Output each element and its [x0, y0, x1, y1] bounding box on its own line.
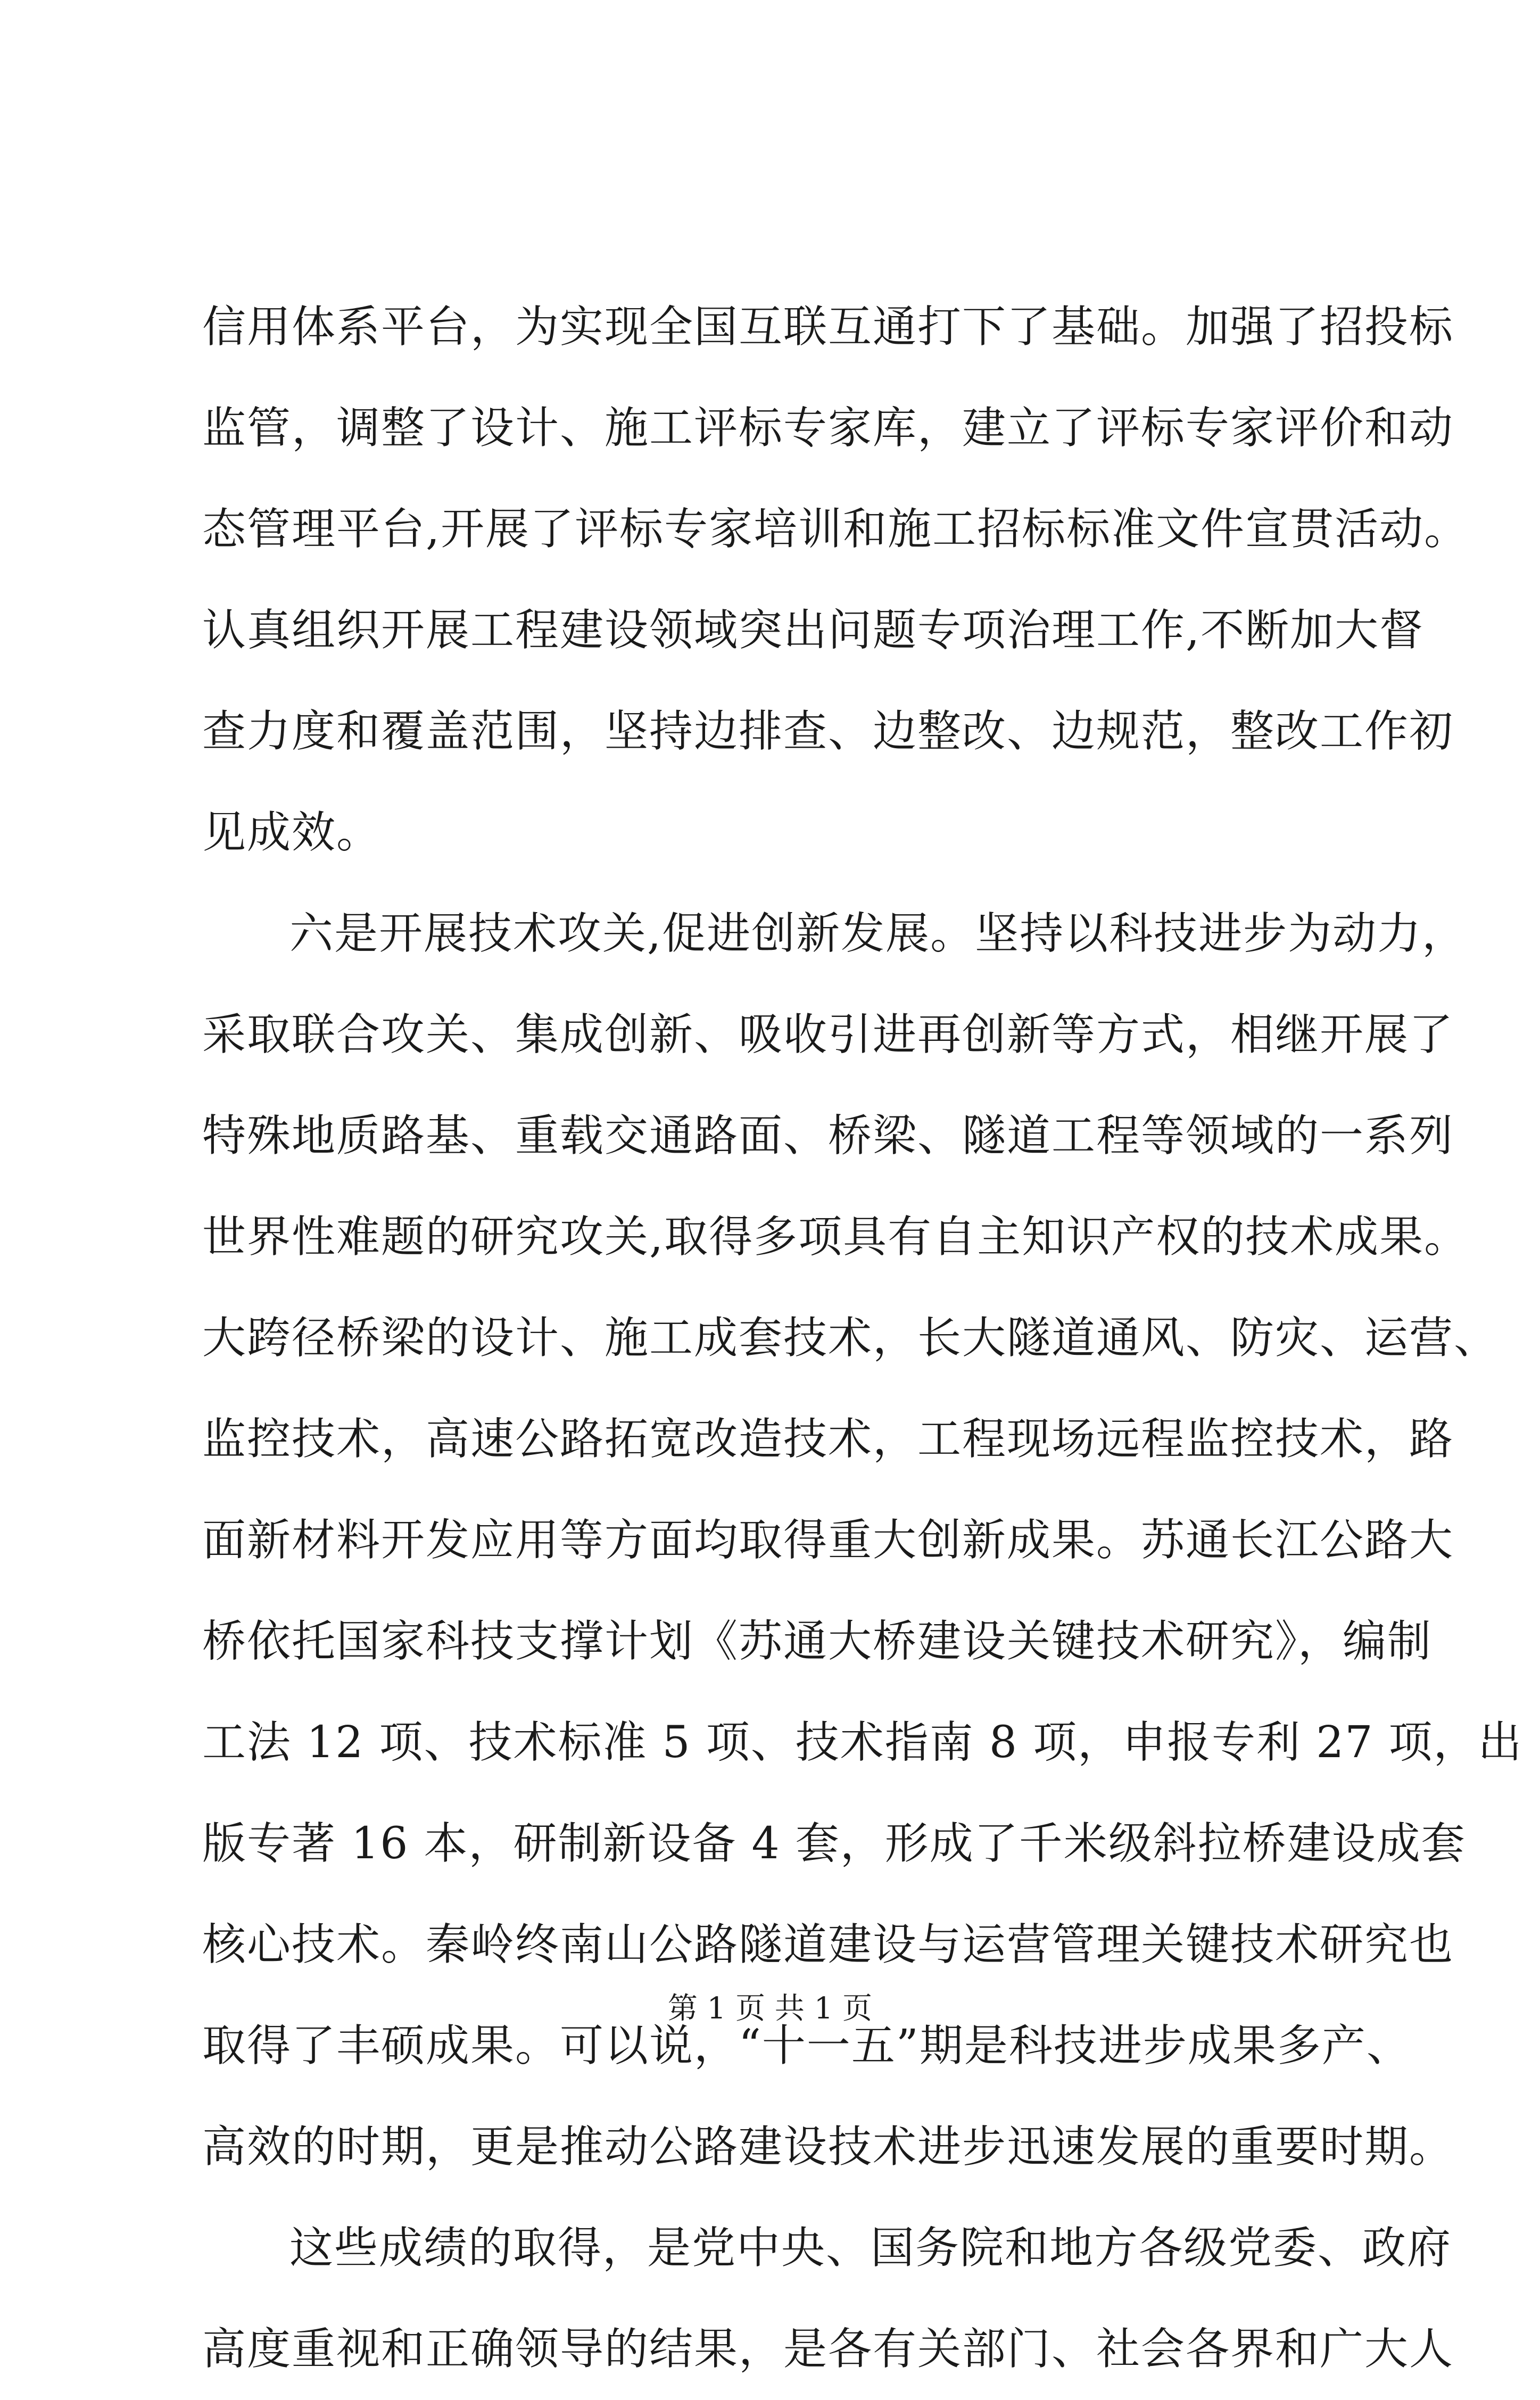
document-body — [202, 277, 1523, 2400]
text-line: 世界性难题的研究攻关,取得多项具有自主知识产权的技术成果。 — [202, 1212, 1469, 1262]
text-line: 监管，调整了设计、施工评标专家库，建立了评标专家评价和动 — [202, 403, 1454, 453]
text-line: 特殊地质路基、重载交通路面、桥梁、隧道工程等领域的一系列 — [202, 1111, 1454, 1161]
text-line: 高度重视和正确领导的结果，是各有关部门、社会各界和广大人 — [202, 2324, 1454, 2374]
text-line: 监控技术，高速公路拓宽改造技术，工程现场远程监控技术，路 — [202, 1414, 1454, 1464]
page-footer: 第 1 页 共 1 页 — [667, 1991, 873, 2026]
text-line: 态管理平台,开展了评标专家培训和施工招标标准文件宣贯活动。 — [202, 504, 1469, 555]
text-line: 这些成绩的取得，是党中央、国务院和地方各级党委、政府 — [289, 2223, 1452, 2273]
text-line: 核心技术。秦岭终南山公路隧道建设与运营管理关键技术研究也 — [202, 1919, 1454, 1970]
text-line: 认真组织开展工程建设领域突出问题专项治理工作,不断加大督 — [202, 605, 1425, 656]
text-line: 取得了丰硕成果。可以说，“十一五”期是科技进步成果多产、 — [202, 2021, 1411, 2071]
text-line: 大跨径桥梁的设计、施工成套技术，长大隧道通风、防灾、运营、 — [202, 1313, 1499, 1363]
text-line: 六是开展技术攻关,促进创新发展。坚持以科技进步为动力， — [289, 908, 1467, 959]
text-line: 高效的时期，更是推动公路建设技术进步迅速发展的重要时期。 — [202, 2122, 1454, 2172]
text-line: 见成效。 — [202, 807, 382, 858]
text-line: 查力度和覆盖范围，坚持边排查、边整改、边规范，整改工作初 — [202, 706, 1454, 757]
text-line: 信用体系平台，为实现全国互联互通打下了基础。加强了招投标 — [202, 302, 1454, 352]
text-line: 版专著 16 本，研制新设备 4 套，形成了千米级斜拉桥建设成套 — [202, 1818, 1466, 1869]
text-line: 工法 12 项、技术标准 5 项、技术指南 8 项，申报专利 27 项，出 — [202, 1717, 1523, 1768]
text-line: 面新材料开发应用等方面均取得重大创新成果。苏通长江公路大 — [202, 1515, 1454, 1566]
text-line: 桥依托国家科技支撑计划《苏通大桥建设关键技术研究》，编制 — [202, 1616, 1433, 1667]
text-line: 采取联合攻关、集成创新、吸收引进再创新等方式，相继开展了 — [202, 1009, 1454, 1060]
